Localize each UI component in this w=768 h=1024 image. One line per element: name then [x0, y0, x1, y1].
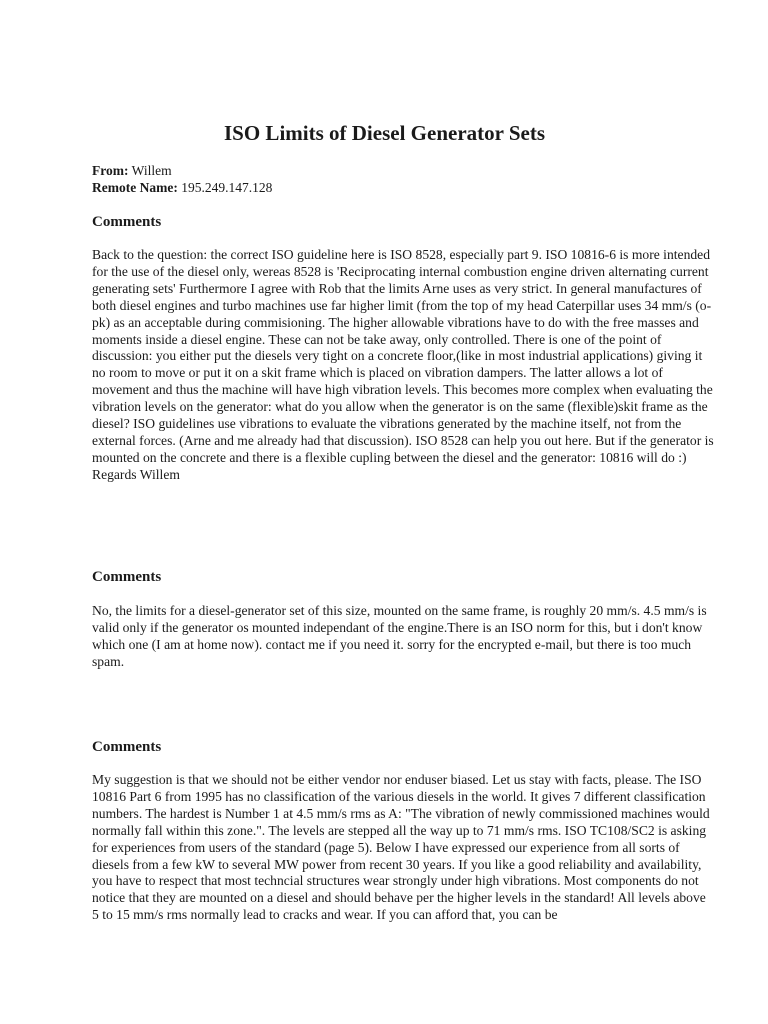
comment-text-2: No, the limits for a diesel-generator set of this size, mounted on the same frame, is roughly 20 mm/s. 4.5 mm/s is valid only if the generator os mounted independant of the engine.There is an ISO norm for this, but i don't know which one (I am at home now). contact me if you need it. sorry for the encrypted e-mail, but there is too much spam.	[92, 603, 707, 669]
from-label: From:	[92, 163, 129, 178]
comment-text-3: My suggestion is that we should not be either vendor nor enduser biased. Let us stay with facts, please. The ISO 10816 Part 6 from 1995 has no classification of the various diesels in the world. It gives 7 different classification numbers. The hardest is Number 1 at 4.5 mm/s rms as A: "The vibration of newly commissioned machines would normally fall within this zone.". The levels are stepped all the way up to 71 mm/s rms. ISO TC108/SC2 is asking for experiences from users of the standard (page 5). Below I have expressed our experience from all sorts of diesels from a few kW to several MW power from recent 30 years. If you like a good reliability and availability, you have to respect that most techncial structures wear strongly under high vibrations. Most components do not notice that they are mounted on a diesel and should behave per the higher levels in the standard! All levels above 5 to 15 mm/s rms normally lead to cracks and wear. If you can afford that, you can be	[92, 772, 710, 923]
from-value: Willem	[131, 163, 172, 178]
remote-name-label: Remote Name:	[92, 180, 178, 195]
page-title: ISO Limits of Diesel Generator Sets	[224, 121, 545, 145]
comments-heading-1: Comments	[92, 214, 162, 230]
remote-name-value: 195.249.147.128	[181, 180, 273, 195]
comment-text-1: Back to the question: the correct ISO guideline here is ISO 8528, especially part 9. ISO 10816-6 is more intended for the use of the diesel only, wereas 8528 is 'Reciprocating internal combustion engine driven alternating current generating sets' Furthermore I agree with Rob that the limits Arne uses as very strict. In general manufactures of both diesel engines and turbo machines use far higher limit (from the top of my head Caterpillar uses 34 mm/s (o-pk) as an acceptable during commisioning. The higher allowable vibrations have to do with the free masses and moments inside a diesel engine. These can not be take away, only controlled. There is one of the point of discussion: you either put the diesels very tight on a concrete floor,(like in most industrial applications) giving it no room to move or put it on a skit frame which is placed on vibration dampers. The latter allows a lot of movement and thus the machine will have high vibration levels. This becomes more complex when evaluating the vibration levels on the generator: what do you allow when the generator is on the same (flexible)skit frame as the diesel? ISO guidelines use vibrations to evaluate the vibrations generated by the machine itself, not from the external forces. (Arne and me already had that discussion). ISO 8528 can help you out here. But if the generator is mounted on the concrete and there is a flexible cupling between the diesel and the generator: 10816 will do :) Regards Willem	[92, 247, 714, 482]
comments-heading-2: Comments	[92, 569, 162, 585]
from-line	[92, 162, 172, 179]
comments-heading-3: Comments	[92, 739, 162, 755]
remote-name-line	[92, 179, 272, 196]
